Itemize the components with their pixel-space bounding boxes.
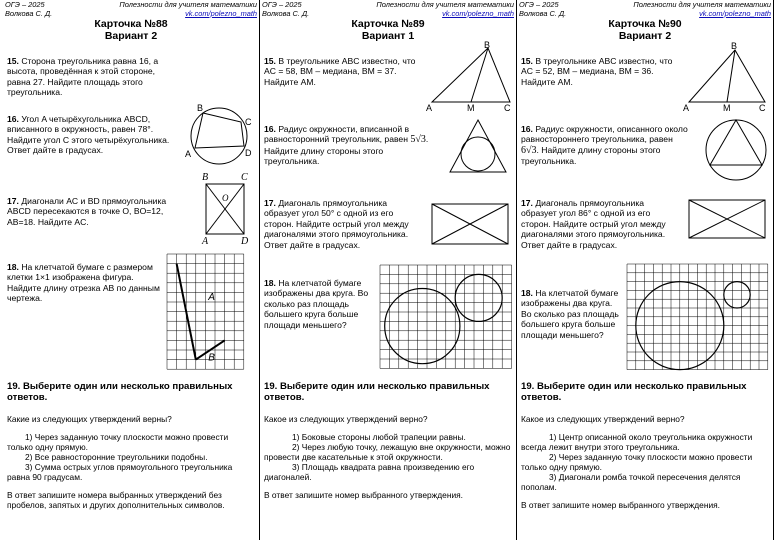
task-16: [521, 124, 693, 167]
header-site-title: Полезности для учителя математики: [633, 0, 771, 9]
task-text: На клетчатой бумаге с размером клетки 1×1 изображена фигура. Найдите длину отрезка AB по данным чертежа.: [7, 262, 160, 304]
circumscribed-circle-triangle-figure: [703, 114, 769, 184]
label-b: B: [202, 172, 209, 183]
label-o: O: [222, 193, 229, 203]
task-number: 15.: [7, 56, 19, 66]
small-circle: [455, 274, 502, 321]
grid-two-circles-figure: [378, 263, 516, 376]
card-title: Карточка №90: [608, 18, 682, 30]
task-number: 15.: [264, 56, 276, 66]
task-17: [264, 198, 424, 250]
grid-segment-figure: [165, 252, 253, 376]
header-author: Волкова С. Д.: [519, 8, 567, 18]
task-19: [521, 414, 769, 510]
header-author: Волкова С. Д.: [5, 8, 53, 18]
statement-3: 3) Площадь квадрата равна произведению его диагоналей.: [264, 462, 475, 482]
header-site-title: Полезности для учителя математики: [376, 0, 514, 9]
label-b: B: [731, 41, 738, 51]
label-a: A: [426, 103, 433, 113]
statement-1: 1) Центр описанной около треугольника окружности всегда лежит внутри этого треугольника.: [521, 432, 753, 452]
task-number: 17.: [7, 196, 19, 206]
inscribed-circle-triangle-figure: [446, 116, 510, 182]
task-19-question: Какое из следующих утверждений верно?: [264, 414, 428, 424]
statement-3: 3) Диагонали ромба точкой пересечения делятся пополам.: [521, 472, 741, 492]
task-19-question: Какие из следующих утверждений верны?: [7, 414, 172, 424]
label-b: B: [197, 104, 204, 113]
header-exam: ОГЭ – 2025: [5, 0, 45, 9]
task-text: Диагонали AC и BD прямоугольника ABCD пересекаются в точке O, BO=12, AB=18. Найдите AC.: [7, 196, 167, 227]
task-number: 17.: [264, 198, 276, 208]
answer-instructions: В ответ запишите номер выбранного утверждения.: [264, 490, 463, 500]
task-17: [7, 196, 187, 227]
task-number: 16.: [264, 124, 276, 134]
task-16: [264, 124, 440, 167]
statement-1: 1) Через заданную точку плоскости можно провести только одну прямую.: [7, 432, 229, 452]
task-text-b: . Найдите длину стороны этого треугольника.: [264, 134, 429, 167]
task-19-heading: 19. Выберите один или несколько правильных ответов.: [7, 381, 233, 403]
label-c: C: [504, 103, 511, 113]
header-link[interactable]: vk.com/polezno_math: [442, 8, 514, 18]
task-text-a: Радиус окружности, вписанной в равносторонний треугольник, равен: [264, 124, 411, 145]
label-m: M: [723, 103, 731, 113]
label-a: A: [202, 236, 209, 246]
task-17: [521, 198, 681, 250]
task-number: 18.: [521, 288, 533, 298]
header-exam: ОГЭ – 2025: [262, 0, 302, 9]
answer-instructions: В ответ запишите номера выбранных утверждений без пробелов, запятых и других дополнительных символов.: [7, 490, 225, 510]
header-left: [519, 1, 566, 18]
statement-3: 3) Сумма острых углов прямоугольного треугольника равна 90 градусам.: [7, 462, 233, 482]
task-text: Сторона треугольника равна 16, а высота, проведённая к этой стороне, равна 27. Найдите площадь этого треугольника.: [7, 56, 159, 98]
task-number: 16.: [521, 124, 533, 134]
rectangle-diagonals-figure: [687, 194, 769, 244]
radical-value: 6√3: [521, 144, 537, 156]
task-number: 16.: [7, 114, 19, 124]
answer-instructions: В ответ запишите номер выбранного утверждения.: [521, 500, 720, 510]
card-title: Карточка №89: [351, 18, 425, 30]
card-88: [3, 0, 260, 540]
task-19: [7, 414, 255, 510]
header-link[interactable]: vk.com/polezno_math: [699, 8, 771, 18]
header-site-title: Полезности для учителя математики: [119, 0, 257, 9]
header-author: Волкова С. Д.: [262, 8, 310, 18]
rectangle-diagonals-figure: [430, 200, 512, 250]
task-number: 18.: [264, 278, 276, 288]
triangle-median-figure: [681, 40, 771, 114]
statement-2: 2) Все равносторонние треугольники подобны.: [25, 452, 208, 462]
card-90: [517, 0, 774, 540]
task-number: 15.: [521, 56, 533, 66]
header-exam: ОГЭ – 2025: [519, 0, 559, 9]
task-18: [7, 262, 161, 304]
large-circle: [385, 289, 460, 364]
label-c: C: [759, 103, 766, 113]
task-15: [7, 56, 179, 98]
task-18: [264, 278, 376, 330]
rectangle-diagonals-figure: [197, 170, 251, 246]
label-a: A: [208, 292, 215, 304]
header-right: [376, 1, 514, 18]
header-left: [262, 1, 309, 18]
task-text: На клетчатой бумаге изображены два круга. Во сколько раз площадь большего круга больше площади меньшего?: [521, 288, 619, 340]
card-variant: Вариант 2: [618, 30, 672, 42]
card-title: Карточка №88: [94, 18, 168, 30]
task-19-heading: 19. Выберите один или несколько правильных ответов.: [521, 381, 747, 403]
label-d: D: [241, 236, 249, 246]
task-19-question: Какое из следующих утверждений верно?: [521, 414, 685, 424]
header-left: [5, 1, 52, 18]
task-19-heading: 19. Выберите один или несколько правильных ответов.: [264, 381, 490, 403]
task-text-b: . Найдите длину стороны этого треугольника.: [521, 144, 661, 167]
task-text: На клетчатой бумаге изображены два круга. Во сколько раз площадь большего круга больше площади меньшего?: [264, 278, 369, 330]
card-variant: Вариант 2: [104, 30, 158, 42]
header-link[interactable]: vk.com/polezno_math: [185, 8, 257, 18]
small-circle: [724, 282, 750, 308]
statement-1: 1) Боковые стороны любой трапеции равны.: [292, 432, 466, 442]
task-15: [521, 56, 681, 87]
task-19: [264, 414, 512, 500]
label-b: B: [208, 352, 215, 364]
statement-2: 2) Через заданную точку плоскости можно провести только одну прямую.: [521, 452, 753, 472]
label-c: C: [245, 117, 252, 127]
card-variant: Вариант 1: [361, 30, 415, 42]
task-16: [7, 114, 179, 156]
task-text: Диагональ прямоугольника образует угол 50° с одной из его сторон. Найдите острый угол между диагоналями этого прямоугольника. Ответ дайте в градусах.: [264, 198, 409, 250]
task-number: 17.: [521, 198, 533, 208]
inscribed-quadrilateral-figure: [181, 104, 257, 168]
task-15: [264, 56, 424, 87]
statement-2: 2) Через любую точку, лежащую вне окружности, можно провести две касательные к этой окружности.: [264, 442, 511, 462]
label-m: M: [467, 103, 475, 113]
header-right: [119, 1, 257, 18]
label-a: A: [683, 103, 690, 113]
triangle-median-figure: [424, 40, 514, 114]
task-text: Диагональ прямоугольника образует угол 86° с одной из его сторон. Найдите острый угол между диагоналями этого прямоугольника. Ответ дайте в градусах.: [521, 198, 666, 250]
grid-two-circles-figure: [625, 262, 771, 376]
task-18: [521, 288, 623, 340]
card-title-block: [260, 18, 516, 42]
task-text: В треугольнике ABC известно, что AC = 58, BM – медиана, BM = 37. Найдите AM.: [264, 56, 416, 87]
radical-value: 5√3: [410, 134, 426, 146]
task-text-a: Радиус окружности, описанного около равностороннего треугольника, равен: [521, 124, 688, 145]
task-text: Угол A четырёхугольника ABCD, вписанного в окружность, равен 78°. Найдите угол C этого четырёхугольника. Ответ дайте в градусах.: [7, 114, 170, 156]
label-d: D: [245, 148, 252, 158]
task-number: 18.: [7, 262, 19, 272]
task-text: В треугольнике ABC известно, что AC = 52, BM – медиана, BM = 36. Найдите AM.: [521, 56, 673, 87]
card-title-block: [3, 18, 259, 42]
label-c: C: [241, 172, 248, 183]
label-a: A: [185, 149, 192, 159]
card-title-block: [517, 18, 773, 42]
header-right: [633, 1, 771, 18]
label-b: B: [484, 40, 491, 50]
card-89: [260, 0, 517, 540]
